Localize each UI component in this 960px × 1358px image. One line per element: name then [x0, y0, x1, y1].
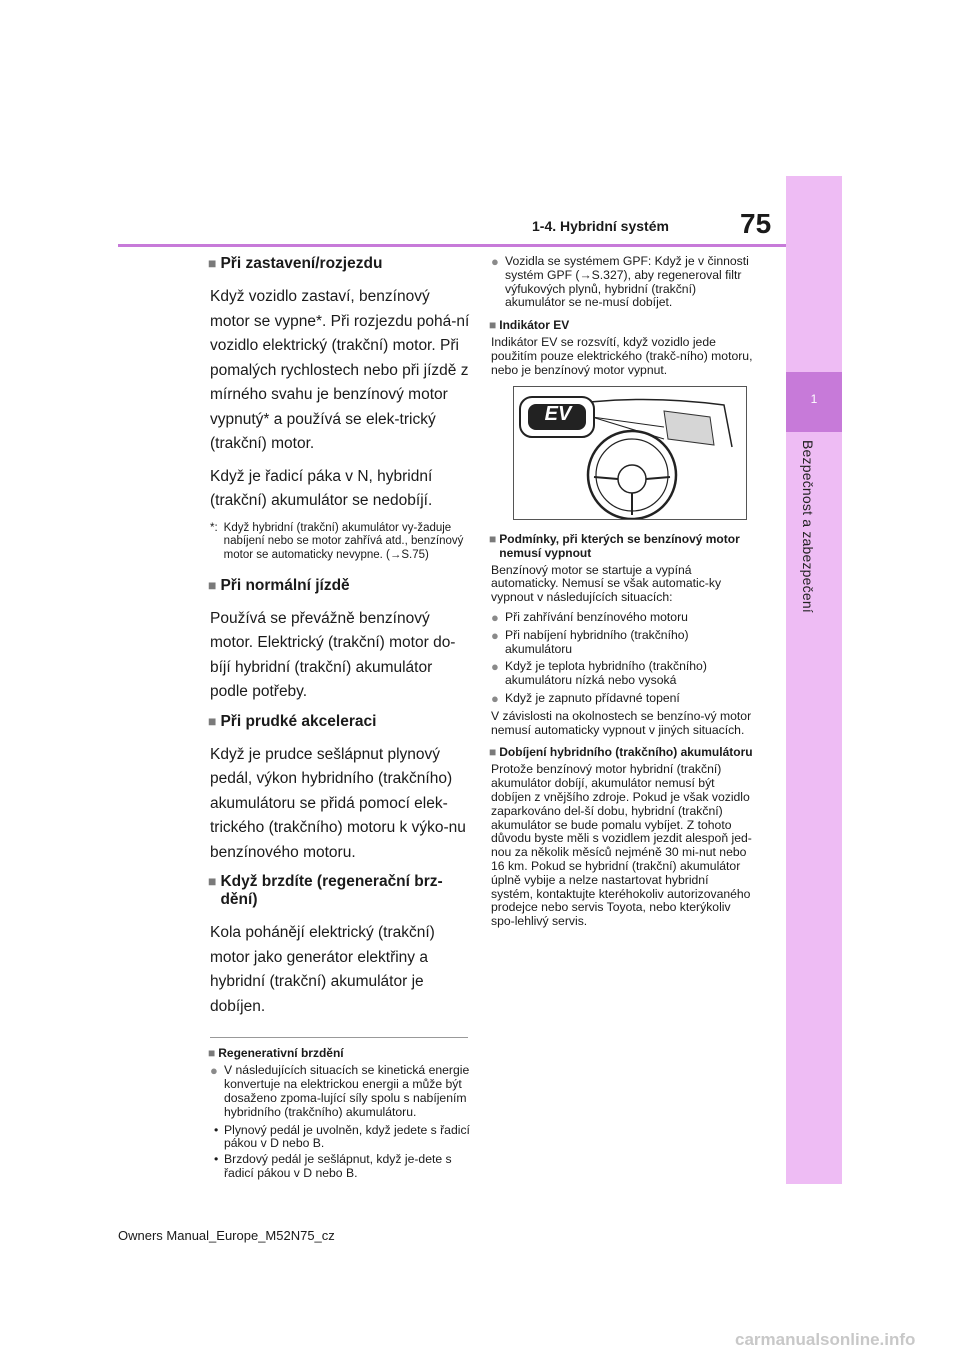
chapter-title: Bezpečnost a zabezpečení [800, 440, 816, 613]
square-bullet-icon: ■ [208, 712, 217, 729]
paragraph: Používá se převážně benzínový motor. Elektrický (trakční) motor do-bíjí hybridní (trakční) akumulátor podle potřeby. [210, 609, 456, 701]
section-heading: ■ Při normální jízdě [208, 576, 350, 594]
section-heading: ■ Když brzdíte (regenerační brz-dění) [208, 873, 443, 909]
square-bullet-icon: ■ [489, 745, 497, 760]
right-column [491, 255, 753, 935]
square-bullet-icon: ■ [489, 318, 497, 333]
note-heading: ■ Indikátor EV [489, 318, 570, 333]
square-bullet-icon: ■ [208, 255, 217, 271]
note-heading: ■ Regenerativní brzdění [208, 1046, 344, 1061]
list-item: ● Vozidla se systémem GPF: Když je v činnosti systém GPF (→S.327), aby regeneroval filtr výfukových plynů, hybridní (trakční) akumulátor se ne-musí dobíjet. [491, 254, 749, 310]
square-bullet-icon: ■ [208, 576, 217, 593]
divider [210, 1037, 468, 1038]
left-column [210, 255, 470, 1183]
square-bullet-icon: ■ [208, 873, 217, 890]
paragraph: Benzínový motor se startuje a vypíná automaticky. Nemusí se však automatic-ky vypnout v následujících situacích: [491, 562, 722, 605]
ev-indicator-illustration [513, 386, 747, 520]
sub-list-item: • Brzdový pedál je sešlápnut, když je-dete s řadicí pákou v D nebo B. [214, 1152, 452, 1180]
section-heading: ■ Při zastavení/rozjezdu [208, 255, 383, 272]
document-id: Owners Manual_Europe_M52N75_cz [118, 1228, 335, 1243]
chapter-side-tab [786, 176, 842, 1184]
list-item: ● Když je teplota hybridního (trakčního) akumulátoru nízká nebo vysoká [491, 659, 707, 688]
circle-bullet-icon: ● [491, 690, 499, 706]
page-number: 75 [740, 208, 772, 239]
section-heading: ■ Při prudké akceleraci [208, 712, 377, 730]
footnote: *: Když hybridní (trakční) akumulátor vy-žaduje nabíjení nebo se motor zahřívá atd., benzínový motor se automaticky nevypne. (→S.75) [210, 521, 464, 562]
section-title: 1-4. Hybridní systém [532, 218, 669, 234]
list-item: ● Když je zapnuto přídavné topení [491, 690, 680, 706]
paragraph: Kola pohánějí elektrický (trakční) motor jako generátor elektřiny a hybridní (trakční) akumulátor je dobíjen. [210, 924, 435, 1015]
circle-bullet-icon: ● [491, 627, 499, 643]
list-item: ● Při zahřívání benzínového motoru [491, 609, 688, 625]
sub-list-item: • Plynový pedál je uvolněn, když jedete s řadicí pákou v D nebo B. [214, 1122, 470, 1151]
square-bullet-icon: ■ [489, 531, 497, 546]
note-heading: ■ Podmínky, při kterých se benzínový motor nemusí vypnout [489, 531, 740, 560]
circle-bullet-icon: ● [491, 254, 499, 269]
header-rule [118, 244, 786, 247]
note-heading: ■ Dobíjení hybridního (trakčního) akumulátoru [489, 745, 753, 760]
list-item: ● Při nabíjení hybridního (trakčního) akumulátoru [491, 627, 689, 656]
circle-bullet-icon: ● [210, 1063, 218, 1079]
list-item: ● V následujících situacích se kinetická energie konvertuje na elektrickou energii a může být dosaženo zpoma-lující síly spolu s nabíjením hybridního (trakčního) akumulátoru. [210, 1063, 470, 1119]
paragraph: V závislosti na okolnostech se benzíno-vý motor nemusí automaticky vypnout v jiných situacích. [491, 708, 752, 737]
paragraph: Protože benzínový motor hybridní (trakční) akumulátor dobíjí, akumulátor nemusí být dobíjen z vnějšího zdroje. Pokud je však vozidlo zaparkováno del-ší dobu, hybridní (trakční) akumulátor se bude pomalu vybíjet. Z tohoto důvodu byste měli s vozidlem jezdit alespoň jed-nou za několik měsíců nejméně 30 mi-nut nebo 16 km. Pokud se hybridní (trakční) akumulátor úplně vybije a nelze nastartovat hybridní systém, kontaktujte kteréhokoliv autorizovaného prodejce nebo servis Toyota, nebo kterýkoliv spo-lehlivý servis. [491, 762, 752, 929]
square-bullet-icon: ■ [208, 1046, 216, 1061]
paragraph: Když vozidlo zastaví, benzínový motor se vypne*. Při rozjezdu pohá-ní vozidlo elektrický (trakční) motor. Při pomalých rychlostech nebo při jízdě z mírného svahu je benzínový motor vypnutý* a používá se elek-trický (trakční) motor. [210, 288, 470, 452]
watermark[interactable]: carmanualsonline.info [735, 1330, 916, 1349]
circle-bullet-icon: ● [491, 609, 499, 625]
paragraph: Indikátor EV se rozsvítí, když vozidlo jede použitím pouze elektrického (trakč-ního) motoru, nebo je benzínový motor vypnut. [491, 335, 753, 377]
paragraph: Když je řadicí páka v N, hybridní (trakční) akumulátor se nedobíjí. [210, 467, 433, 509]
paragraph: Když je prudce sešlápnut plynový pedál, výkon hybridního (trakčního) akumulátoru se přidá pomocí elek-trického (trakčního) motoru k výko-nu benzínového motoru. [210, 745, 466, 861]
ev-icon: EV [544, 402, 572, 425]
circle-bullet-icon: ● [491, 659, 499, 675]
chapter-number: 1 [810, 392, 818, 406]
